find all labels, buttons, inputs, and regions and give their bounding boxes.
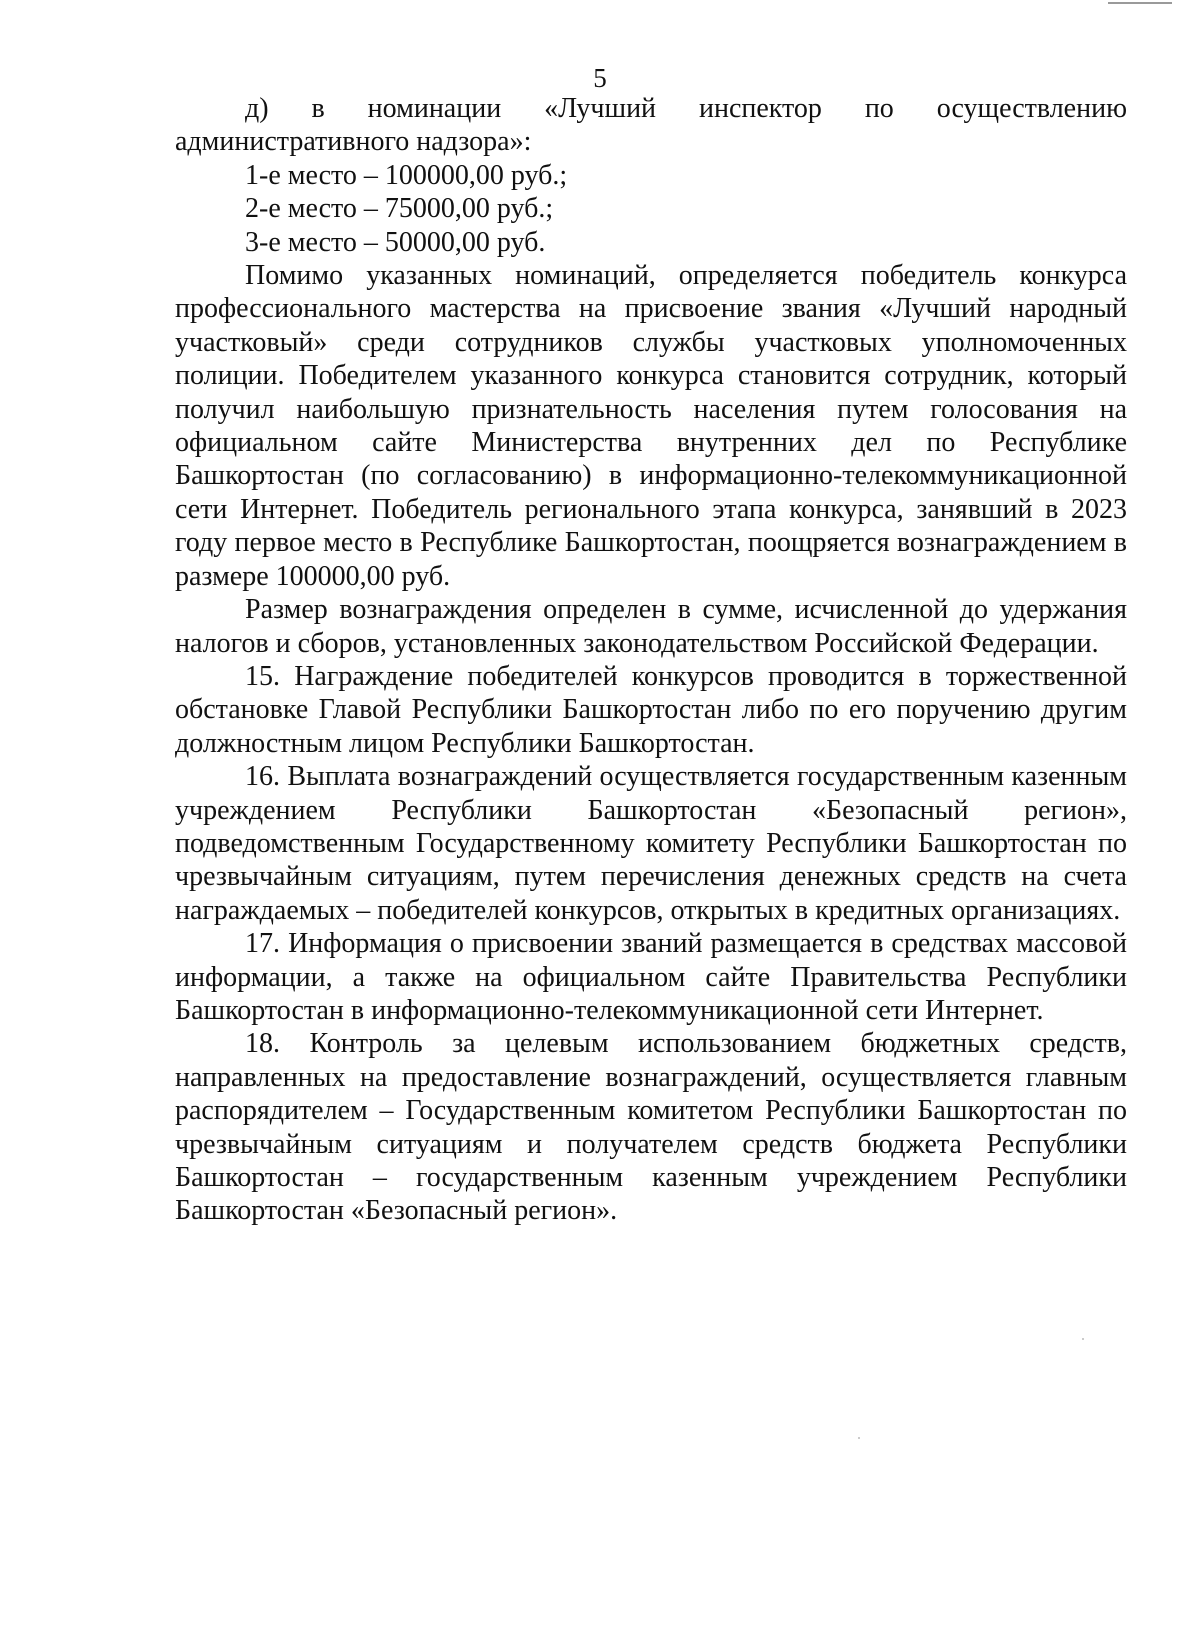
- paragraph-item-15: 15. Награждение победителей конкурсов проводится в торжественной обстановке Главой Республики Башкортостан либо по его поручению другим должностным лицом Республики Башкортостан.: [175, 660, 1127, 759]
- scan-edge-mark: [1108, 2, 1172, 4]
- page-number: 5: [593, 63, 607, 93]
- paragraph-item-17: 17. Информация о присвоении званий размещается в средствах массовой информации, а также на официальном сайте Правительства Республики Башкортостан в информационно-телекоммуникационной сети Интернет.: [175, 928, 1127, 1026]
- prize-first-place: 1-е место – 100000,00 руб.;: [245, 159, 568, 191]
- scan-speck: [1082, 1338, 1084, 1340]
- paragraph-people-award: Помимо указанных номинаций, определяется победитель конкурса профессионального мастерства на присвоение звания «Лучший народный участковый» среди сотрудников службы участковых уполномоченных полиции. Победителем указанного конкурса становится сотрудник, который получил наибольшую признательность населения путем голосования на официальном сайте Министерства внутренних дел по Республике Башкортостан (по согласованию) в информационно-телекоммуникационной сети Интернет. Победитель регионального этапа конкурса, занявший в 2023 году первое место в Республике Башкортостан, поощряется вознаграждением в размере 100000,00 руб.: [175, 260, 1127, 592]
- paragraph-item-18: 18. Контроль за целевым использованием бюджетных средств, направленных на предоставление вознаграждений, осуществляется главным распорядителем – Государственным комитетом Республики Башкортостан по чрезвычайным ситуациям и получателем средств бюджета Республики Башкортостан – государственным казенным учреждением Республики Башкортостан «Безопасный регион».: [175, 1028, 1127, 1227]
- paragraph-award-amount: Размер вознаграждения определен в сумме, исчисленной до удержания налогов и сборов, установленных законодательством Российской Федерации.: [175, 594, 1127, 659]
- scan-speck: [858, 1437, 860, 1439]
- prize-third-place: 3-е место – 50000,00 руб.: [245, 226, 546, 258]
- paragraph-item-16: 16. Выплата вознаграждений осуществляется государственным казенным учреждением Республики Башкортостан «Безопасный регион», подведомственным Государственному комитету Республики Башкортостан по чрезвычайным ситуациям, путем перечисления денежных средств на счета награждаемых – победителей конкурсов, открытых в кредитных организациях.: [175, 761, 1127, 926]
- paragraph-nomination-d: д) в номинации «Лучший инспектор по осуществлению административного надзора»:: [175, 93, 1127, 158]
- document-body: [175, 92, 1127, 1228]
- prize-second-place: 2-е место – 75000,00 руб.;: [245, 193, 554, 225]
